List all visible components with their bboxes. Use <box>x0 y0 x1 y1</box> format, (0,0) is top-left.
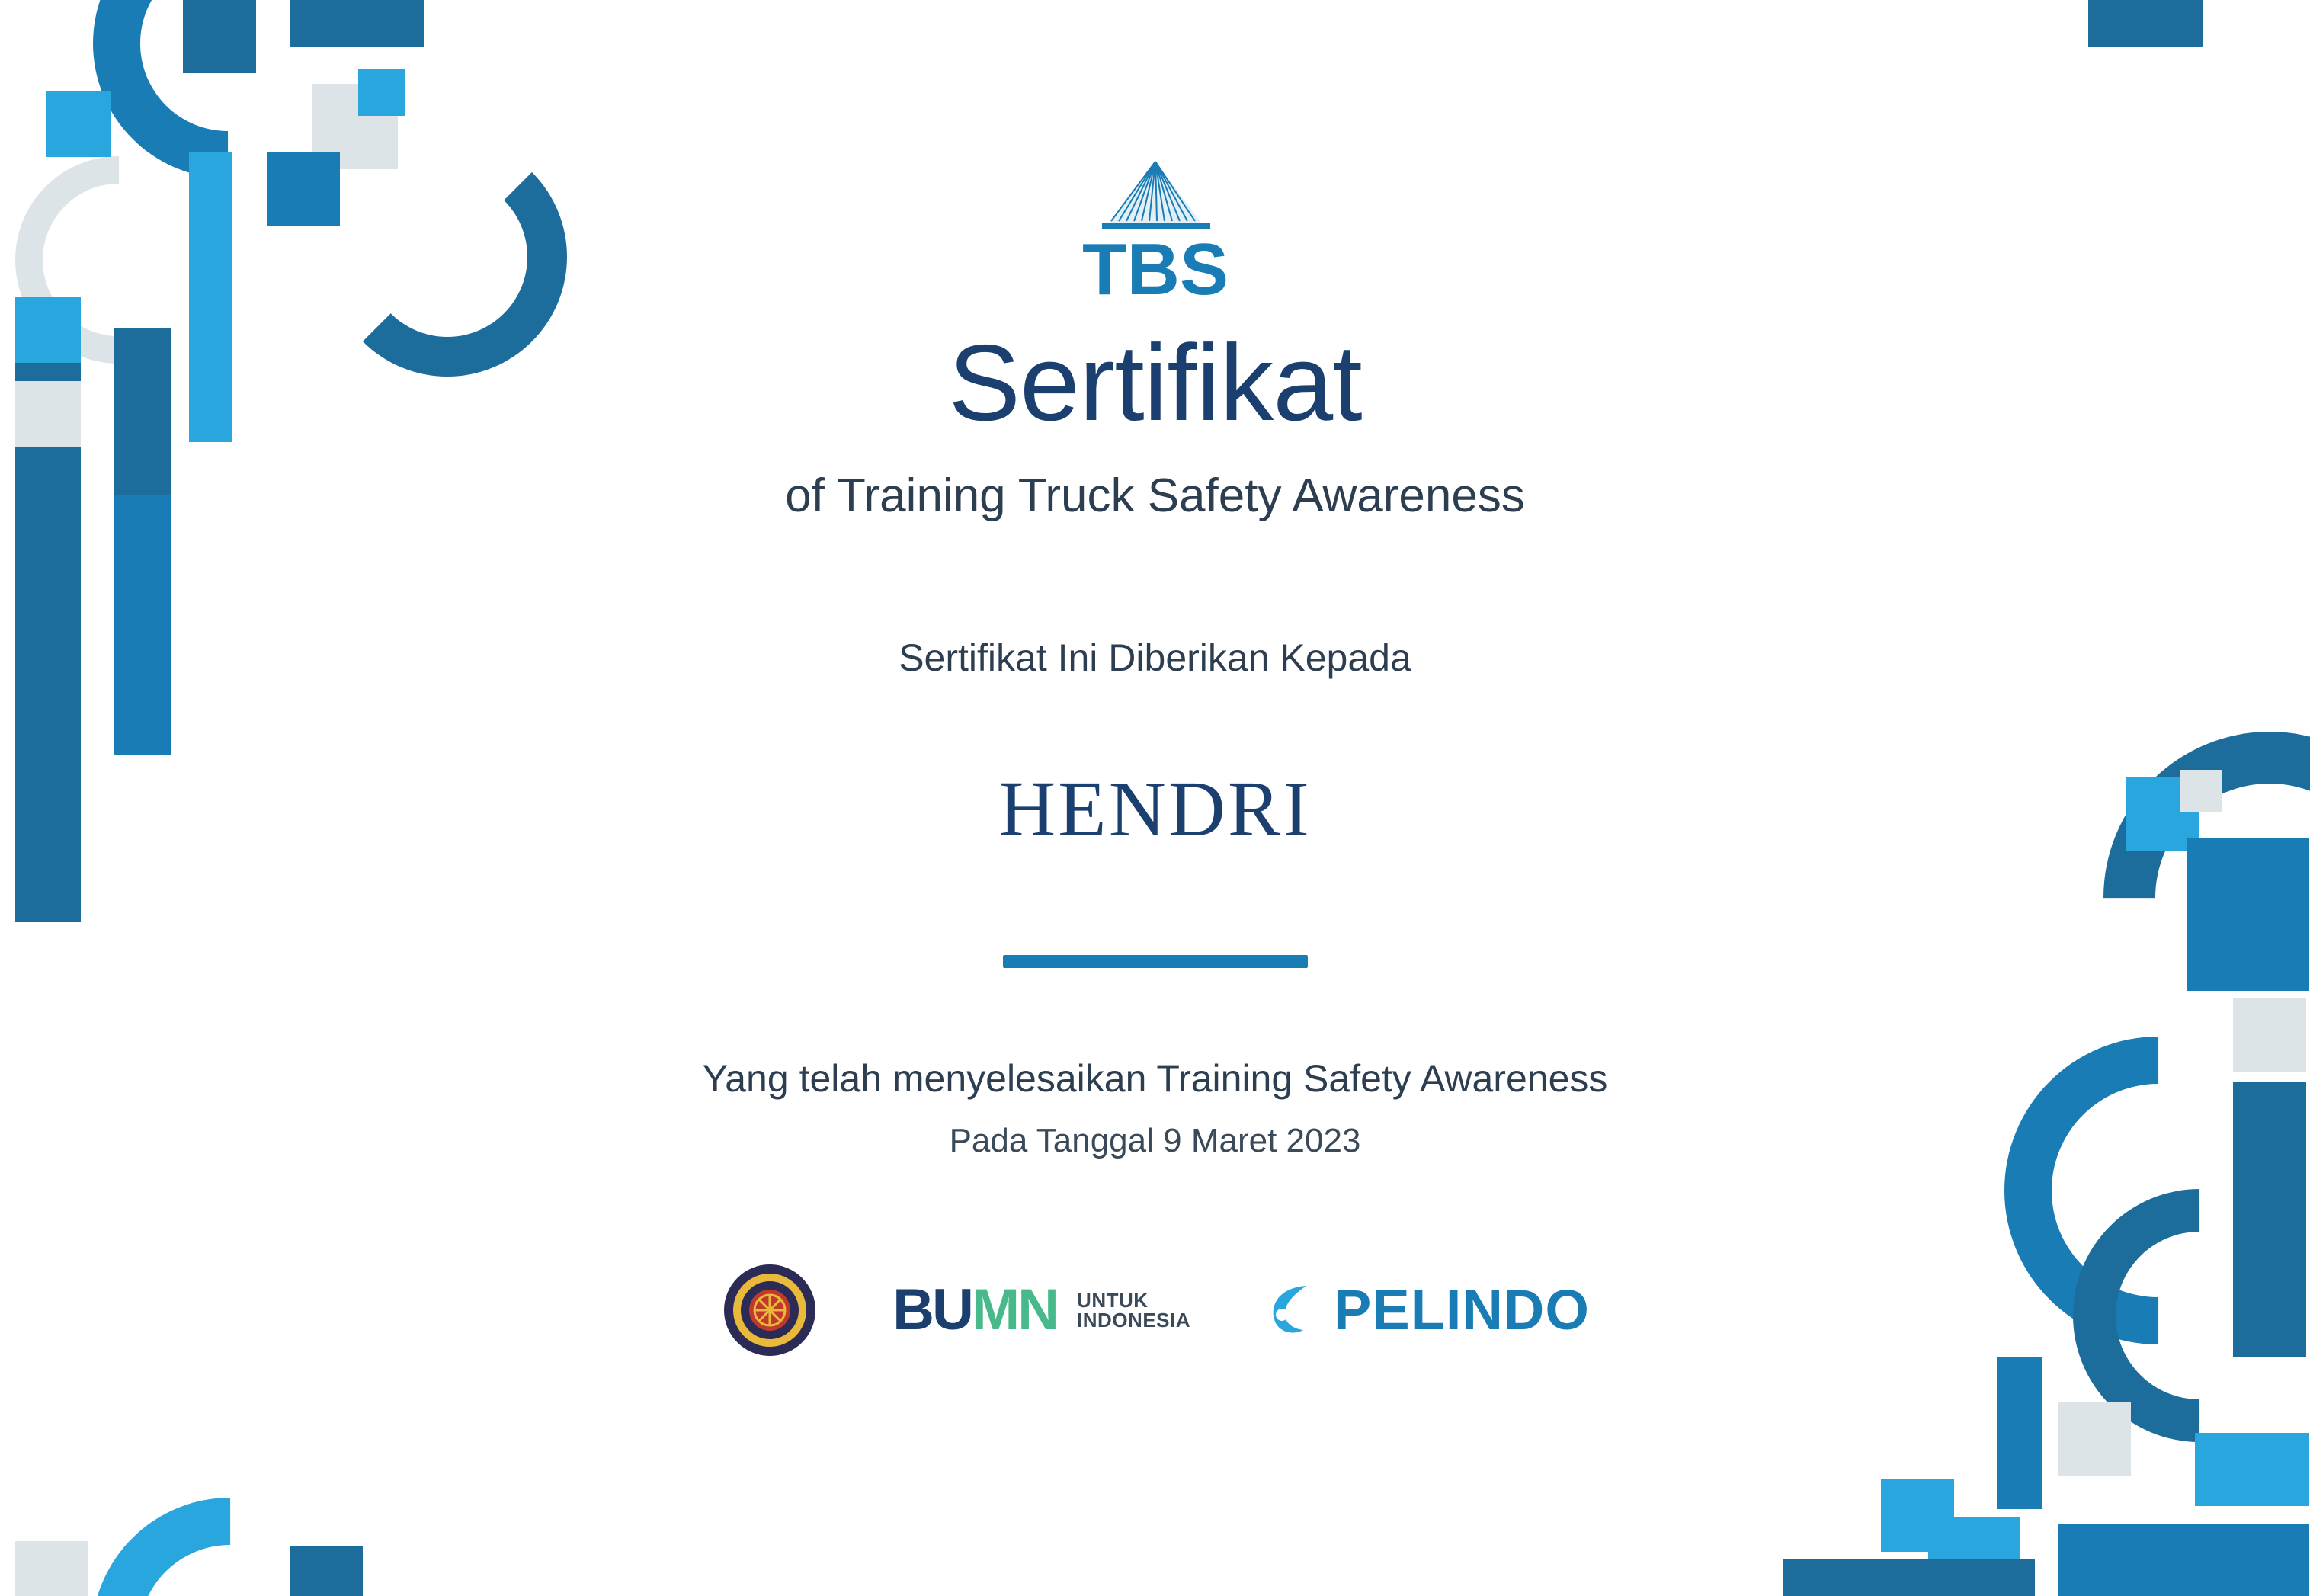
divider <box>1003 955 1308 968</box>
decorative-bar-bottom-right-1 <box>1928 1517 2020 1559</box>
date-text: Pada Tanggal 9 Maret 2023 <box>949 1122 1361 1160</box>
decorative-square-right-grey-3 <box>2058 1402 2131 1476</box>
pelindo-leaf-icon <box>1264 1280 1320 1341</box>
tbs-logo-text: TBS <box>1081 229 1229 302</box>
bumn-tagline <box>1077 1290 1190 1330</box>
decorative-square-bottom-right <box>2195 1433 2309 1506</box>
bumn-word-bu: BU <box>892 1277 972 1343</box>
given-to-label: Sertifikat Ini Diberikan Kepada <box>899 636 1411 680</box>
pelindo-logo <box>1264 1280 1590 1341</box>
decorative-square-bottom-grey <box>15 1541 88 1596</box>
bumn-logo <box>892 1277 1191 1343</box>
pelindo-wordmark: PELINDO <box>1334 1278 1590 1342</box>
bumn-tagline-line1: UNTUK <box>1077 1289 1149 1312</box>
tbs-logo-icon <box>995 149 1315 302</box>
certificate-subtitle: of Training Truck Safety Awareness <box>785 470 1525 523</box>
tbs-logo <box>0 149 2310 302</box>
garuda-emblem-icon <box>720 1261 819 1360</box>
recipient-name: HENDRI <box>998 765 1312 854</box>
bumn-wordmark <box>892 1277 1058 1343</box>
decorative-bar-bottom-right-2 <box>1783 1559 2035 1596</box>
footer-logos <box>0 1261 2310 1360</box>
decorative-arc-bottom-left <box>34 1441 427 1596</box>
decorative-bar-right-3 <box>1997 1357 2042 1509</box>
decorative-bar-bottom-right-3 <box>2058 1524 2309 1596</box>
bumn-word-mn: MN <box>971 1277 1058 1343</box>
decorative-square-bottom-blue <box>290 1546 363 1596</box>
completion-text: Yang telah menyelesaikan Training Safety Awareness <box>702 1057 1608 1101</box>
bumn-tagline-line2: INDONESIA <box>1077 1309 1191 1332</box>
page-title: Sertifikat <box>948 322 1362 444</box>
